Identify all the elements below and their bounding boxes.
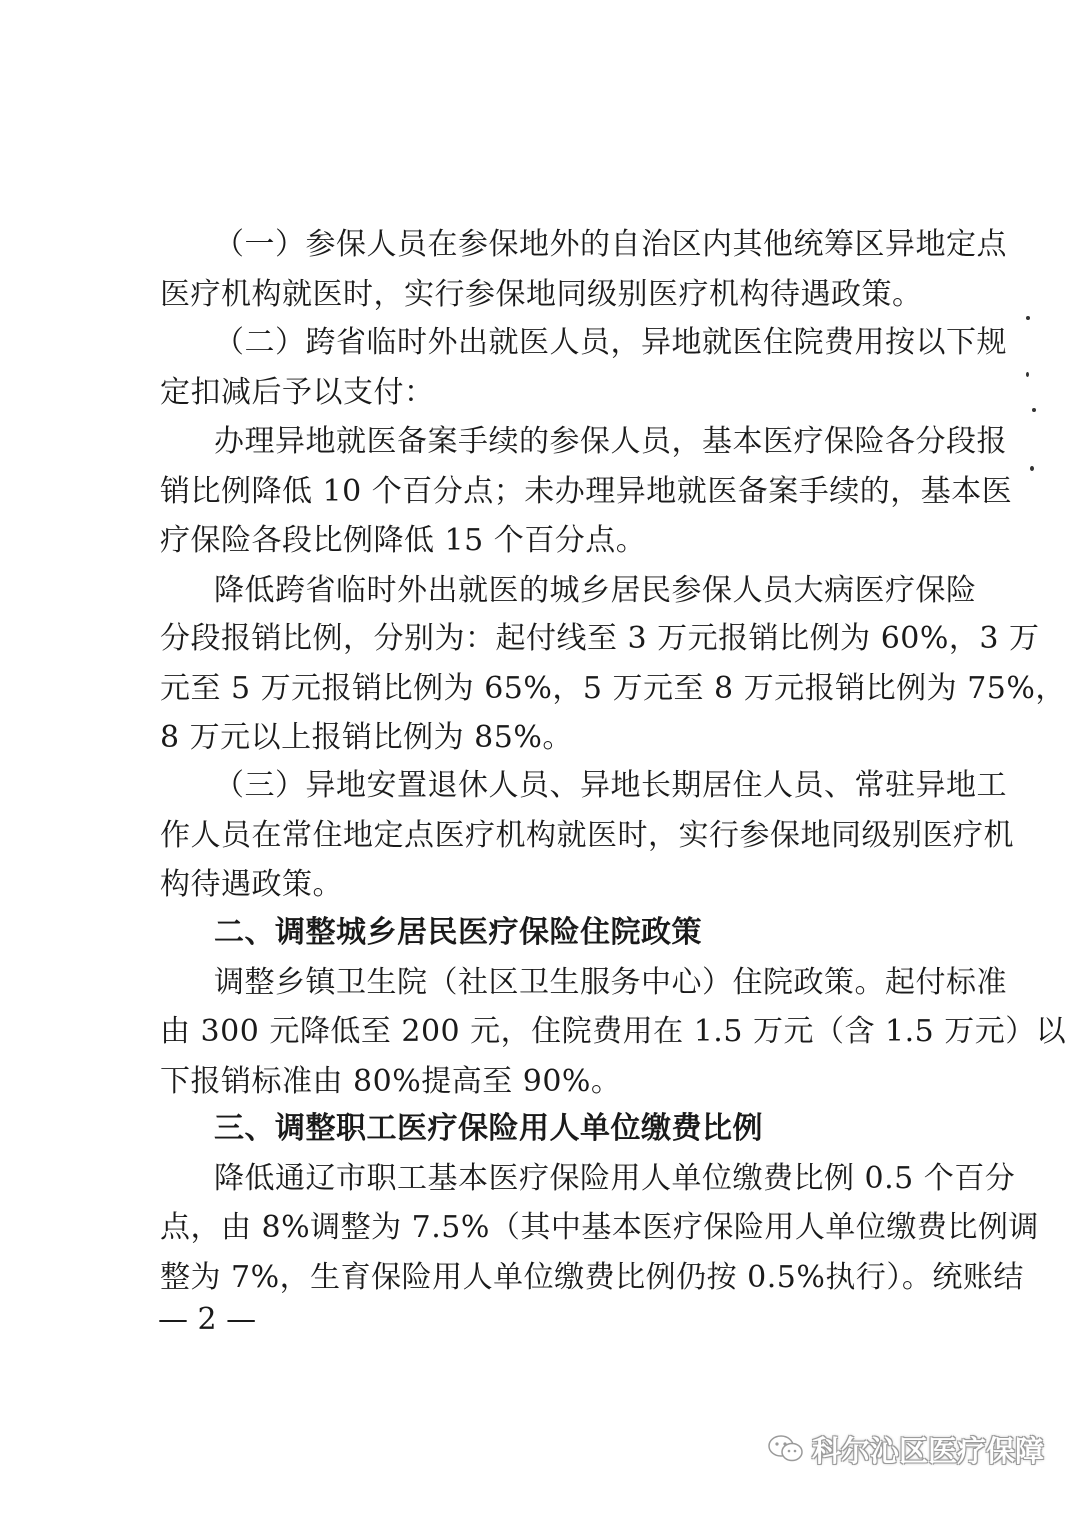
text-line: （三）异地安置退休人员、异地长期居住人员、常驻异地工 [214, 768, 1007, 803]
text-line: 降低跨省临时外出就医的城乡居民参保人员大病医疗保险 [214, 573, 977, 608]
text-line: 疗保险各段比例降低 15 个百分点。 [160, 523, 647, 558]
text-line: 8 万元以上报销比例为 85%。 [160, 720, 573, 755]
scan-speck [1026, 316, 1030, 320]
text-line: 整为 7%，生育保险用人单位缴费比例仍按 0.5%执行）。统账结 [160, 1260, 1024, 1295]
text-line: （一）参保人员在参保地外的自治区内其他统筹区异地定点 [214, 227, 1007, 262]
text-line: 构待遇政策。 [160, 867, 343, 902]
section-heading: 三、调整职工医疗保险用人单位缴费比例 [214, 1111, 763, 1146]
wechat-icon [766, 1433, 806, 1465]
text-line: 下报销标准由 80%提高至 90%。 [160, 1064, 622, 1099]
text-line: 元至 5 万元报销比例为 65%，5 万元至 8 万元报销比例为 75%， [160, 671, 1066, 706]
text-line: 定扣减后予以支付： [160, 375, 435, 410]
scan-speck [1026, 372, 1029, 377]
text-line: 降低通辽市职工基本医疗保险用人单位缴费比例 0.5 个百分 [214, 1161, 1016, 1196]
text-line: 医疗机构就医时，实行参保地同级别医疗机构待遇政策。 [160, 277, 923, 312]
page-number: — 2 — [158, 1302, 257, 1337]
text-line: 销比例降低 10 个百分点；未办理异地就医备案手续的，基本医 [160, 474, 1013, 509]
watermark-text: 科尔沁区医疗保障 [811, 1433, 1044, 1468]
text-line: 分段报销比例，分别为：起付线至 3 万元报销比例为 60%，3 万 [160, 621, 1040, 656]
text-line: 点，由 8%调整为 7.5%（其中基本医疗保险用人单位缴费比例调 [160, 1210, 1039, 1245]
text-line: 调整乡镇卫生院（社区卫生服务中心）住院政策。起付标准 [214, 965, 1007, 1000]
text-line: （二）跨省临时外出就医人员，异地就医住院费用按以下规 [214, 325, 1007, 360]
scan-speck [1032, 408, 1036, 412]
text-line: 作人员在常住地定点医疗机构就医时，实行参保地同级别医疗机 [160, 818, 1014, 853]
text-line: 由 300 元降低至 200 元，住院费用在 1.5 万元（含 1.5 万元）以 [160, 1014, 1067, 1049]
section-heading: 二、调整城乡居民医疗保险住院政策 [214, 915, 702, 950]
watermark [766, 1424, 1044, 1474]
text-line: 办理异地就医备案手续的参保人员，基本医疗保险各分段报 [214, 424, 1007, 459]
scan-speck [1030, 466, 1034, 471]
